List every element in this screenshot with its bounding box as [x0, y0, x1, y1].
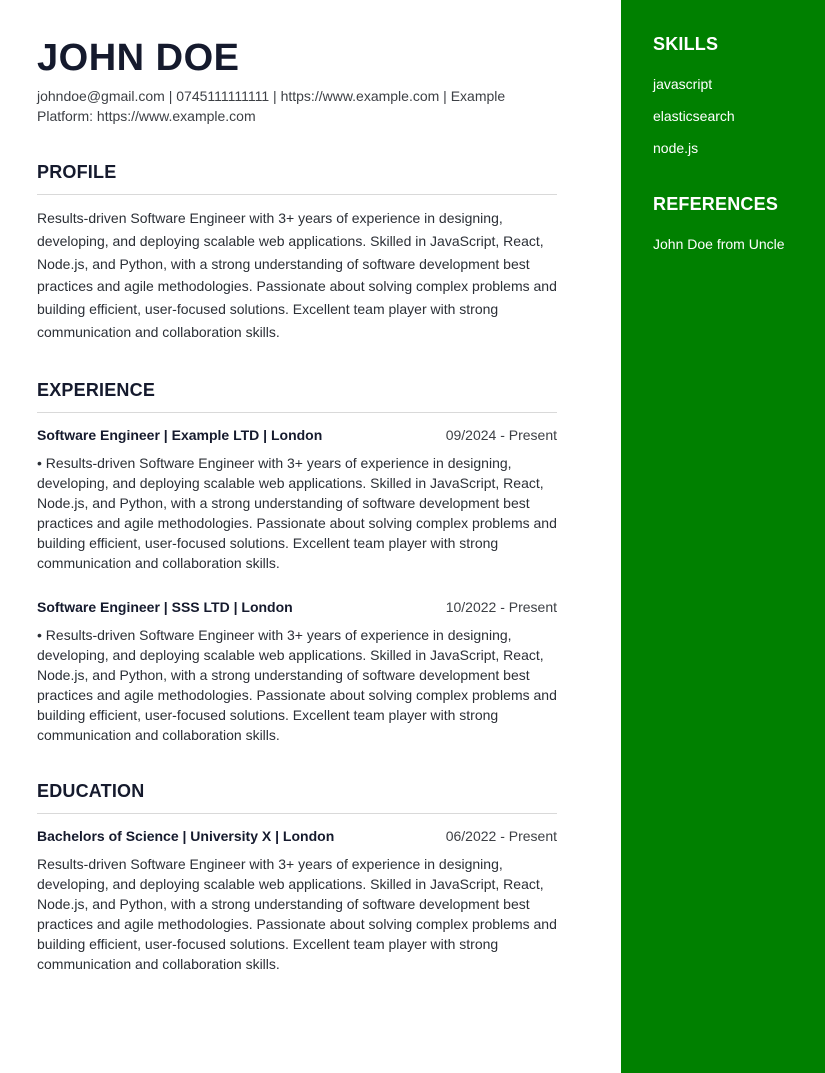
profile-divider	[37, 194, 557, 195]
education-entry-description: Results-driven Software Engineer with 3+ years of experience in designing, developing, and deploying scalable web applications. Skilled in JavaScript, React, Node.js, and Python, with a strong understanding of software development best practices and agile methodologies. Passionate about solving complex problems and building efficient, user-focused solutions. Excellent team player with strong communication and collaboration skills.	[37, 856, 557, 972]
education-entry-date: 06/2022 - Present	[445, 828, 557, 844]
skill-item: javascript	[653, 76, 713, 92]
education-entry-title: Bachelors of Science | University X | London	[37, 828, 335, 844]
experience-divider	[37, 412, 557, 413]
contact-info: johndoe@gmail.com | 0745111111111 | https://www.example.com | Example Platform: https://www.example.com	[37, 88, 506, 124]
resume-sidebar	[621, 0, 825, 1073]
skills-heading: SKILLS	[653, 34, 719, 54]
experience-entry-date: 09/2024 - Present	[445, 427, 557, 443]
skill-item: node.js	[653, 140, 699, 156]
reference-item: John Doe from Uncle	[653, 236, 785, 252]
profile-summary: Results-driven Software Engineer with 3+ years of experience in designing, developing, and deploying scalable web applications. Skilled in JavaScript, React, Node.js, and Python, with a strong understanding of software development best practices and agile methodologies. Passionate about solving complex problems and building efficient, user-focused solutions. Excellent team player with strong communication and collaboration skills.	[37, 210, 557, 340]
profile-heading: PROFILE	[37, 162, 117, 182]
skill-item: elasticsearch	[653, 108, 735, 124]
experience-entry-title: Software Engineer | Example LTD | London	[37, 427, 323, 443]
education-heading: EDUCATION	[37, 781, 145, 801]
experience-heading: EXPERIENCE	[37, 380, 156, 400]
references-heading: REFERENCES	[653, 194, 779, 214]
candidate-name: JOHN DOE	[37, 37, 240, 79]
experience-entry-date: 10/2022 - Present	[445, 599, 557, 615]
experience-entry-description: • Results-driven Software Engineer with 3+ years of experience in designing, developing, and deploying scalable web applications. Skilled in JavaScript, React, Node.js, and Python, with a strong understanding of software development best practices and agile methodologies. Passionate about solving complex problems and building efficient, user-focused solutions. Excellent team player with strong communication and collaboration skills.	[37, 627, 557, 743]
experience-entry-description: • Results-driven Software Engineer with 3+ years of experience in designing, developing, and deploying scalable web applications. Skilled in JavaScript, React, Node.js, and Python, with a strong understanding of software development best practices and agile methodologies. Passionate about solving complex problems and building efficient, user-focused solutions. Excellent team player with strong communication and collaboration skills.	[37, 455, 557, 571]
experience-entry-title: Software Engineer | SSS LTD | London	[37, 599, 293, 615]
education-divider	[37, 813, 557, 814]
